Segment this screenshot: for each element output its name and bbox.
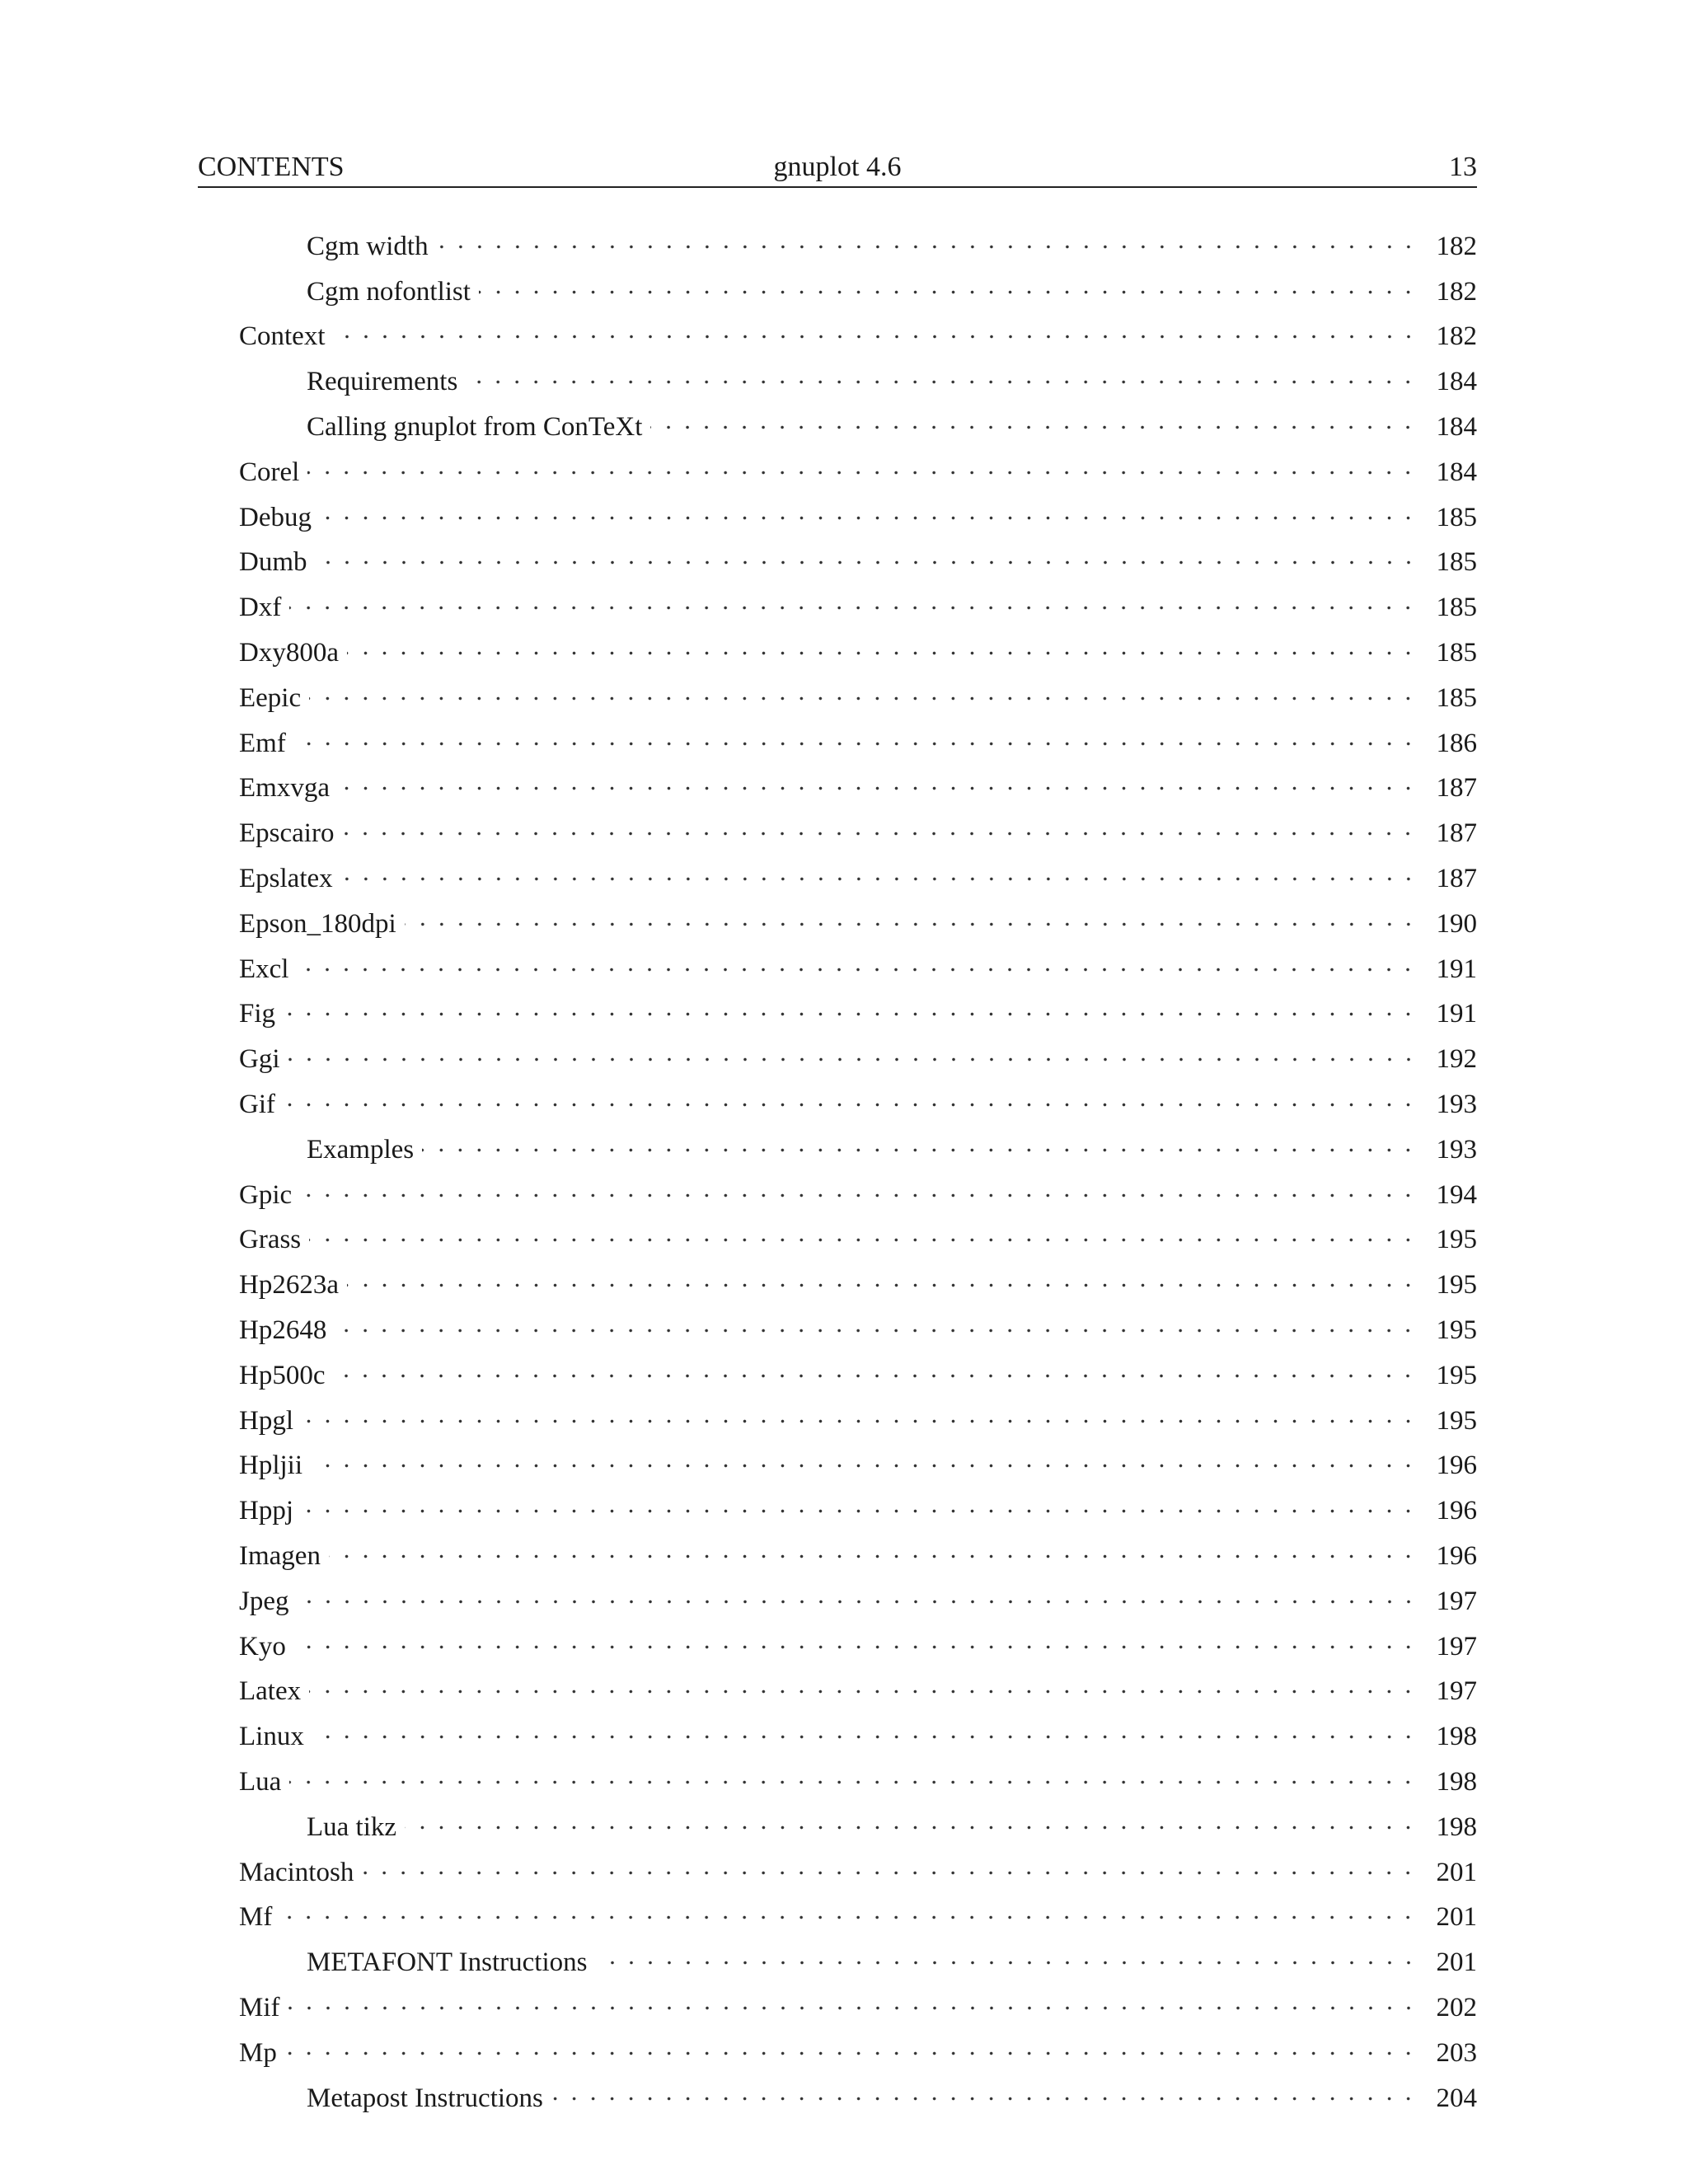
toc-entry-page: 195 <box>1436 1270 1477 1301</box>
toc-entry-page: 187 <box>1436 818 1477 849</box>
toc-entry-title: Mp <box>239 2038 285 2069</box>
toc-entry-title: Cgm width <box>307 232 437 262</box>
toc-entry-title: Debug <box>239 503 320 533</box>
toc-entry-page: 187 <box>1436 773 1477 804</box>
dot-leader <box>320 504 1418 532</box>
toc-entry-title: Grass <box>239 1225 309 1255</box>
toc-entry[interactable] <box>198 766 1477 812</box>
toc-entry-title: Jpeg <box>239 1586 298 1617</box>
toc-entry-page: 196 <box>1436 1541 1477 1571</box>
toc-entry-page: 191 <box>1436 999 1477 1029</box>
toc-entry[interactable] <box>198 1444 1477 1489</box>
toc-entry-title: Dxy800a <box>239 638 347 668</box>
toc-entry-page: 197 <box>1436 1676 1477 1707</box>
toc-entry-page: 195 <box>1436 1360 1477 1390</box>
dot-leader <box>479 279 1418 306</box>
toc-entry-page: 193 <box>1436 1090 1477 1120</box>
toc-entry-page: 184 <box>1436 412 1477 443</box>
toc-entry-page: 203 <box>1436 2037 1477 2068</box>
dot-leader <box>302 1497 1418 1525</box>
dot-leader <box>347 1272 1418 1299</box>
toc-entry-page: 185 <box>1436 547 1477 578</box>
toc-entry[interactable] <box>198 947 1477 992</box>
toc-entry-title: Examples <box>307 1135 422 1165</box>
dot-leader <box>302 1408 1418 1435</box>
toc-entry-title: Corel <box>239 457 307 488</box>
toc-entry-page: 192 <box>1436 1044 1477 1075</box>
dot-leader <box>309 1226 1418 1254</box>
toc-entry-title: Hppj <box>239 1496 302 1526</box>
toc-entry-page: 182 <box>1436 321 1477 352</box>
toc-entry-page: 198 <box>1436 1722 1477 1752</box>
toc-entry-page: 204 <box>1436 2083 1477 2113</box>
toc-entry-title: Context <box>239 321 334 352</box>
toc-entry-page: 201 <box>1436 1947 1477 1978</box>
toc-entry-title: Dxf <box>239 593 289 623</box>
toc-entry[interactable] <box>198 1985 1477 2031</box>
toc-entry-title: Gif <box>239 1090 284 1120</box>
dot-leader <box>309 685 1418 712</box>
table-of-contents <box>198 224 1477 2121</box>
toc-entry[interactable] <box>198 1895 1477 1940</box>
toc-entry-page: 201 <box>1436 1902 1477 1933</box>
toc-entry-page: 196 <box>1436 1451 1477 1481</box>
toc-entry[interactable] <box>198 1534 1477 1579</box>
dot-leader <box>284 1001 1418 1028</box>
toc-entry-title: Hp2648 <box>239 1315 335 1346</box>
toc-entry-title: Linux <box>239 1722 312 1752</box>
toc-entry-page: 197 <box>1436 1586 1477 1616</box>
toc-entry[interactable] <box>198 1127 1477 1173</box>
toc-entry-page: 184 <box>1436 367 1477 397</box>
toc-entry-page: 182 <box>1436 276 1477 307</box>
dot-leader <box>437 233 1418 260</box>
toc-entry-page: 197 <box>1436 1631 1477 1661</box>
toc-entry-page: 198 <box>1436 1811 1477 1842</box>
toc-entry-title: Hp2623a <box>239 1270 347 1301</box>
toc-entry-title: Dumb <box>239 547 316 578</box>
toc-entry[interactable] <box>198 630 1477 676</box>
toc-entry-title: Imagen <box>239 1541 329 1572</box>
dot-leader <box>311 1452 1418 1479</box>
toc-entry[interactable] <box>198 315 1477 360</box>
toc-entry[interactable] <box>198 721 1477 766</box>
dot-leader <box>334 323 1418 350</box>
dot-leader <box>405 911 1418 938</box>
toc-entry[interactable] <box>198 1714 1477 1760</box>
toc-entry-page: 185 <box>1436 682 1477 713</box>
toc-entry[interactable] <box>198 1940 1477 1985</box>
toc-entry-page: 194 <box>1436 1179 1477 1210</box>
toc-entry[interactable] <box>198 405 1477 450</box>
toc-entry[interactable] <box>198 1850 1477 1896</box>
toc-entry[interactable] <box>198 1037 1477 1082</box>
toc-entry-title: Mf <box>239 1902 280 1933</box>
toc-entry-page: 185 <box>1436 593 1477 623</box>
toc-entry-page: 196 <box>1436 1496 1477 1526</box>
toc-entry[interactable] <box>198 541 1477 586</box>
toc-entry-title: Metapost Instructions <box>307 2083 551 2114</box>
toc-entry-page: 186 <box>1436 728 1477 758</box>
toc-entry-page: 187 <box>1436 864 1477 894</box>
running-header-title: gnuplot 4.6 <box>773 152 902 182</box>
toc-entry-page: 198 <box>1436 1766 1477 1797</box>
dot-leader <box>289 1769 1418 1796</box>
toc-entry[interactable] <box>198 1399 1477 1444</box>
toc-entry-title: Emxvga <box>239 773 338 804</box>
dot-leader <box>312 1723 1418 1750</box>
toc-entry-page: 202 <box>1436 1992 1477 2022</box>
toc-entry-page: 193 <box>1436 1134 1477 1165</box>
toc-entry[interactable] <box>198 1263 1477 1308</box>
toc-entry[interactable] <box>198 1082 1477 1127</box>
toc-entry-page: 195 <box>1436 1225 1477 1255</box>
toc-entry-page: 182 <box>1436 231 1477 261</box>
toc-entry-title: Ggi <box>239 1044 288 1075</box>
page-header <box>198 148 1477 188</box>
toc-entry[interactable] <box>198 359 1477 405</box>
dot-leader <box>422 1137 1418 1164</box>
toc-entry[interactable] <box>198 2076 1477 2121</box>
dot-leader <box>362 1859 1418 1886</box>
dot-leader <box>309 1678 1418 1705</box>
toc-entry[interactable] <box>198 495 1477 541</box>
toc-entry-title: Hpljii <box>239 1451 311 1481</box>
dot-leader <box>289 594 1418 621</box>
toc-entry-title: Lua tikz <box>307 1812 405 1843</box>
toc-entry-title: Hpgl <box>239 1406 302 1436</box>
dot-leader <box>596 1949 1418 1976</box>
toc-entry-title: Lua <box>239 1767 289 1797</box>
toc-entry-title: Epson_180dpi <box>239 909 405 940</box>
toc-entry-title: Mif <box>239 1993 288 2023</box>
toc-entry-page: 184 <box>1436 457 1477 487</box>
toc-entry[interactable] <box>198 811 1477 856</box>
dot-leader <box>280 1904 1418 1931</box>
toc-entry[interactable] <box>198 676 1477 721</box>
toc-entry[interactable] <box>198 2031 1477 2076</box>
dot-leader <box>300 1182 1418 1209</box>
dot-leader <box>307 459 1418 486</box>
dot-leader <box>316 549 1418 576</box>
toc-entry-page: 195 <box>1436 1405 1477 1436</box>
toc-entry-title: Epslatex <box>239 864 341 894</box>
toc-entry-title: Latex <box>239 1676 309 1707</box>
toc-entry-title: Macintosh <box>239 1858 362 1888</box>
toc-entry-page: 190 <box>1436 908 1477 939</box>
toc-entry[interactable] <box>198 1353 1477 1399</box>
dot-leader <box>285 2040 1418 2067</box>
dot-leader <box>294 730 1418 757</box>
toc-entry-title: METAFONT Instructions <box>307 1947 596 1978</box>
toc-entry[interactable] <box>198 856 1477 902</box>
toc-entry-title: Kyo <box>239 1632 294 1662</box>
dot-leader <box>335 1317 1418 1344</box>
dot-leader <box>650 414 1418 441</box>
toc-entry[interactable] <box>198 1308 1477 1353</box>
toc-entry-title: Epscairo <box>239 818 342 849</box>
toc-entry[interactable] <box>198 1579 1477 1624</box>
toc-entry[interactable] <box>198 1670 1477 1715</box>
toc-entry-title: Calling gnuplot from ConTeXt <box>307 412 650 443</box>
toc-entry-page: 185 <box>1436 638 1477 668</box>
dot-leader <box>333 1362 1418 1390</box>
toc-entry-title: Cgm nofontlist <box>307 277 479 307</box>
dot-leader <box>347 640 1418 667</box>
dot-leader <box>466 368 1418 396</box>
dot-leader <box>342 820 1418 847</box>
toc-entry[interactable] <box>198 1218 1477 1263</box>
toc-entry-page: 195 <box>1436 1315 1477 1346</box>
toc-entry-title: Emf <box>239 729 294 759</box>
running-header-section: CONTENTS <box>198 152 345 182</box>
toc-entry[interactable] <box>198 1173 1477 1218</box>
toc-entry[interactable] <box>198 1805 1477 1850</box>
page-number: 13 <box>1449 152 1477 182</box>
dot-leader <box>284 1091 1418 1118</box>
dot-leader <box>288 1046 1418 1073</box>
toc-entry-title: Requirements <box>307 367 466 397</box>
dot-leader <box>297 956 1418 983</box>
toc-entry[interactable] <box>198 1760 1477 1805</box>
toc-entry[interactable] <box>198 992 1477 1038</box>
toc-entry-title: Hp500c <box>239 1361 333 1391</box>
toc-entry-page: 201 <box>1436 1857 1477 1887</box>
dot-leader <box>288 1994 1418 2022</box>
toc-entry-page: 191 <box>1436 954 1477 984</box>
dot-leader <box>551 2085 1418 2112</box>
dot-leader <box>338 775 1418 802</box>
toc-entry[interactable] <box>198 1624 1477 1670</box>
dot-leader <box>341 865 1418 893</box>
toc-entry[interactable] <box>198 585 1477 630</box>
toc-entry[interactable] <box>198 1488 1477 1534</box>
toc-entry[interactable] <box>198 224 1477 269</box>
toc-entry[interactable] <box>198 450 1477 495</box>
toc-entry[interactable] <box>198 902 1477 947</box>
toc-entry-title: Fig <box>239 999 284 1029</box>
dot-leader <box>298 1588 1418 1615</box>
dot-leader <box>329 1543 1418 1570</box>
toc-entry-title: Excl <box>239 954 297 985</box>
toc-entry-page: 185 <box>1436 502 1477 532</box>
toc-entry-title: Eepic <box>239 683 309 714</box>
toc-entry[interactable] <box>198 269 1477 315</box>
dot-leader <box>294 1633 1418 1661</box>
toc-entry-title: Gpic <box>239 1180 300 1211</box>
dot-leader <box>405 1814 1418 1841</box>
